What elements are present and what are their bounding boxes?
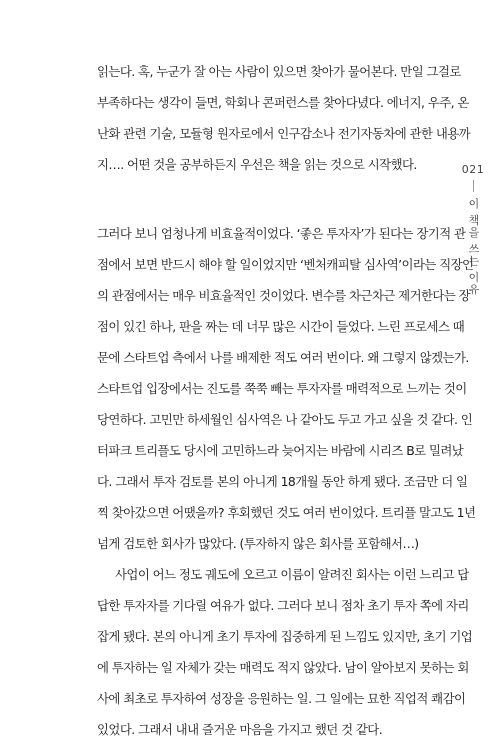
paragraph-1-line-4: 지…. 어떤 것을 공부하든지 우선은 책을 읽는 것으로 시작했다.: [97, 157, 417, 172]
paragraph-1-line-1: 읽는다. 혹, 누군가 잘 아는 사람이 있으면 찾아가 물어본다. 만일 그걸로: [97, 64, 461, 79]
paragraph-2-line-9: 다. 그래서 투자 검토를 본의 아니게 18개월 동안 하게 됐다. 조금만 더 일: [97, 474, 468, 489]
paragraph-3-line-4: 에 투자하는 일 자체가 갖는 매력도 적지 않았다. 남이 알아보지 못하는 회: [97, 660, 469, 675]
paragraph-1-line-3: 난화 관련 기술, 모듈형 원자로에서 인구감소나 전기자동차에 관한 내용까: [97, 126, 471, 141]
page-number: 021: [461, 163, 485, 176]
paragraph-3-line-1: 사업이 어느 정도 궤도에 오르고 이름이 알려진 회사는 이런 느리고 답: [115, 567, 469, 582]
paragraph-2-line-2: 점에서 보면 반드시 해야 할 일이었지만 ‘벤처캐피탈 심사역’이라는 직장인: [97, 257, 474, 272]
paragraph-3-line-2: 답한 투자자를 기다릴 여유가 없다. 그러다 보니 점차 초기 투자 쪽에 자리: [97, 598, 469, 613]
paragraph-2-line-11: 넘게 검토한 회사가 많았다. (투자하지 않은 회사를 포함해서…): [97, 536, 419, 551]
paragraph-2-line-5: 문에 스타트업 측에서 나를 배제한 적도 여러 번이다. 왜 그렇지 않겠는가.: [97, 350, 469, 365]
running-header-divider: [473, 180, 474, 192]
paragraph-3-line-6: 있었다. 그래서 내내 즐거운 마음을 가지고 했던 것 같다.: [97, 722, 383, 737]
running-header: [458, 163, 488, 300]
paragraph-3-line-5: 사에 최초로 투자하여 성장을 응원하는 일. 그 일에는 묘한 직업적 쾌감이: [97, 691, 466, 706]
paragraph-2-line-4: 점이 있긴 하나, 판을 짜는 데 너무 많은 시간이 들었다. 느린 프로세스 때: [97, 319, 465, 334]
paragraph-2-line-1: 그러다 보니 엄청나게 비효율적이었다. ‘좋은 투자자’가 된다는 장기적 관: [97, 226, 466, 241]
paragraph-1-line-2: 부족하다는 생각이 들면, 학회나 콘퍼런스를 찾아다녔다. 에너지, 우주, 온: [97, 95, 469, 110]
chapter-title: 이 책을 쓰는 이유: [467, 198, 480, 296]
paragraph-2-line-7: 당연하다. 고민만 하세월인 심사역은 나 같아도 두고 가고 싶을 것 같다. 인: [97, 412, 473, 427]
paragraph-2-line-3: 의 관점에서는 매우 비효율적인 것이었다. 변수를 차근차근 제거한다는 장: [97, 288, 471, 303]
paragraph-3-line-3: 잡게 됐다. 본의 아니게 초기 투자에 집중하게 된 느낌도 있지만, 초기 기업: [97, 629, 473, 644]
paragraph-2-line-6: 스타트업 입장에서는 진도를 쭉쭉 빼는 투자자를 매력적으로 느끼는 것이: [97, 381, 467, 396]
paragraph-2-line-10: 찍 찾아갔으면 어땠을까? 후회했던 것도 여러 번이었다. 트리플 말고도 1년: [97, 505, 476, 520]
paragraph-2-line-8: 터파크 트리플도 당시에 고민하느라 늦어지는 바람에 시리즈 B로 밀려났: [97, 443, 464, 458]
